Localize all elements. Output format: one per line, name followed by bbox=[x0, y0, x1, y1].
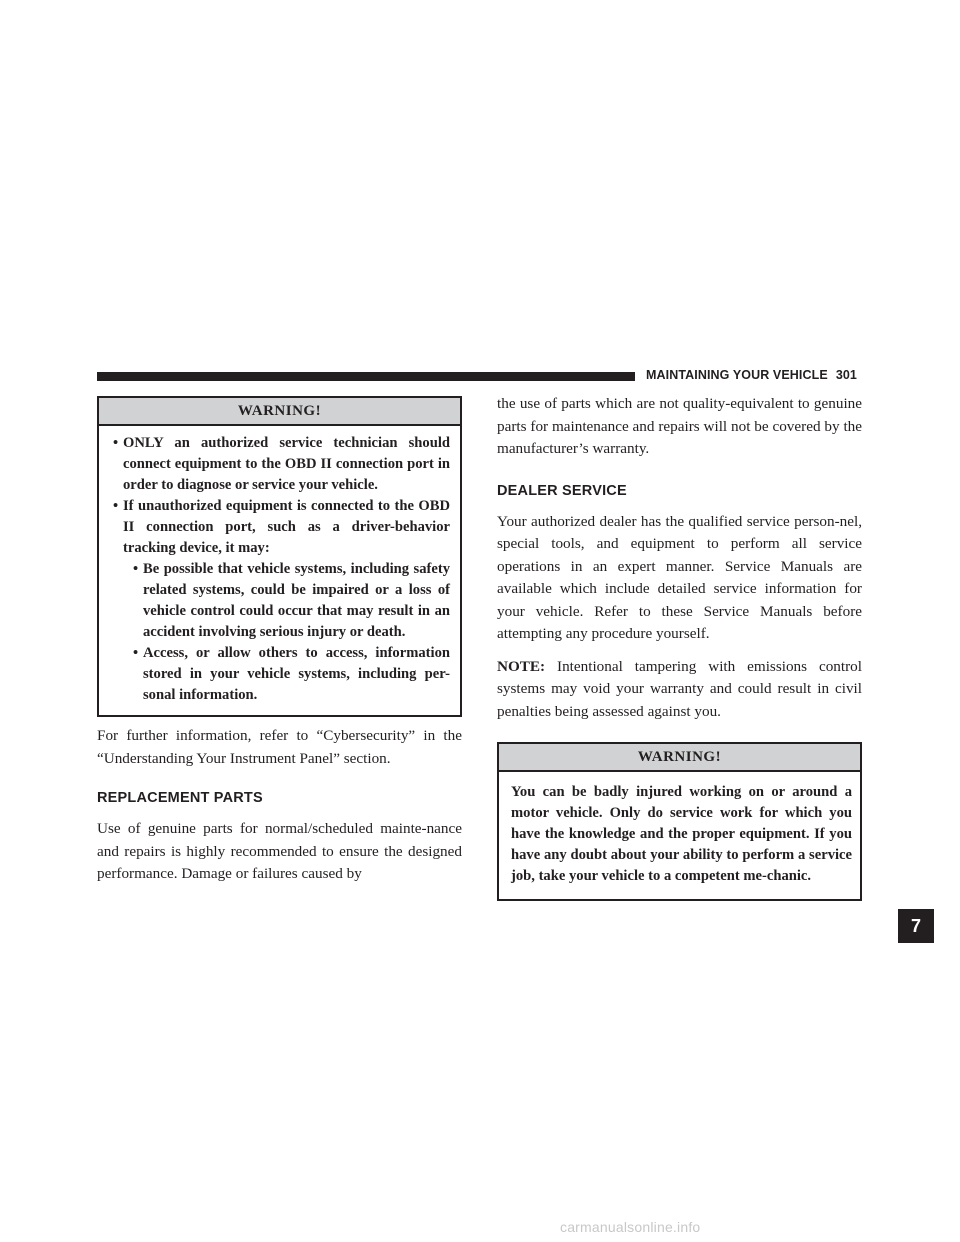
dealer-paragraph: Your authorized dealer has the qualified service person-nel, special tools, and equipment to perform all service operations in an expert manner. Service Manuals are available which include detailed service information for your vehicle. Refer to these Service Manuals before attempting any procedure yourself. bbox=[497, 512, 862, 642]
bullet-icon: • bbox=[133, 645, 139, 661]
replacement-paragraph: Use of genuine parts for normal/scheduled mainte-nance and repairs is highly recommended to ensure the designed performance. Damage or failures caused by bbox=[97, 820, 462, 882]
header-rule bbox=[97, 372, 635, 381]
bullet-text: Access, or allow others to access, information stored in your vehicle systems, including per-sonal information. bbox=[143, 645, 450, 703]
running-header bbox=[646, 368, 864, 382]
heading-replacement-parts: REPLACEMENT PARTS bbox=[97, 790, 263, 806]
warning-bullet bbox=[113, 496, 450, 559]
warning-sub-bullet bbox=[113, 643, 450, 706]
bullet-text: Be possible that vehicle systems, including safety related systems, could be impaired or a loss of vehicle control could occur that may result in an accident involving serious injury or death. bbox=[143, 561, 450, 640]
warning-bullet bbox=[113, 433, 450, 496]
page-number: 301 bbox=[835, 368, 857, 382]
warning-body bbox=[99, 426, 460, 715]
info-paragraph: For further information, refer to “Cybersecurity” in the “Understanding Your Instrument Panel” section. bbox=[97, 727, 462, 767]
heading-dealer-service: DEALER SERVICE bbox=[497, 482, 627, 499]
warning-title: WARNING! bbox=[99, 398, 460, 426]
bullet-icon: • bbox=[113, 435, 119, 451]
chapter-tab: 7 bbox=[898, 909, 934, 943]
bullet-icon: • bbox=[113, 498, 119, 514]
bullet-text: If unauthorized equipment is connected to the OBD II connection port, such as a driver-behavior tracking device, it may: bbox=[123, 498, 450, 556]
section-title: MAINTAINING YOUR VEHICLE bbox=[646, 368, 828, 382]
warning-title: WARNING! bbox=[499, 744, 860, 772]
note-label: NOTE: bbox=[497, 657, 546, 675]
left-column bbox=[97, 396, 462, 886]
note-paragraph bbox=[497, 656, 862, 724]
warning-sub-bullet bbox=[113, 559, 450, 643]
note-text: Intentional tampering with emissions control systems may void your warranty and could result in civil penalties being assessed against you. bbox=[497, 657, 862, 720]
right-column bbox=[497, 393, 862, 901]
bullet-text: ONLY an authorized service technician should connect equipment to the OBD II connection port in order to diagnose or service your vehicle. bbox=[123, 435, 450, 493]
warning-box-service bbox=[497, 742, 862, 901]
bullet-icon: • bbox=[133, 561, 139, 577]
warning-body: You can be badly injured working on or around a motor vehicle. Only do service work for which you have the knowledge and the proper equipment. If you have any doubt about your ability to perform a service job, take your vehicle to a competent me-chanic. bbox=[511, 784, 852, 884]
warning-box-obd bbox=[97, 396, 462, 717]
watermark: carmanualsonline.info bbox=[560, 1219, 701, 1235]
continued-paragraph: the use of parts which are not quality-equivalent to genuine parts for maintenance and repairs will not be covered by the manufacturer’s warranty. bbox=[497, 395, 862, 457]
